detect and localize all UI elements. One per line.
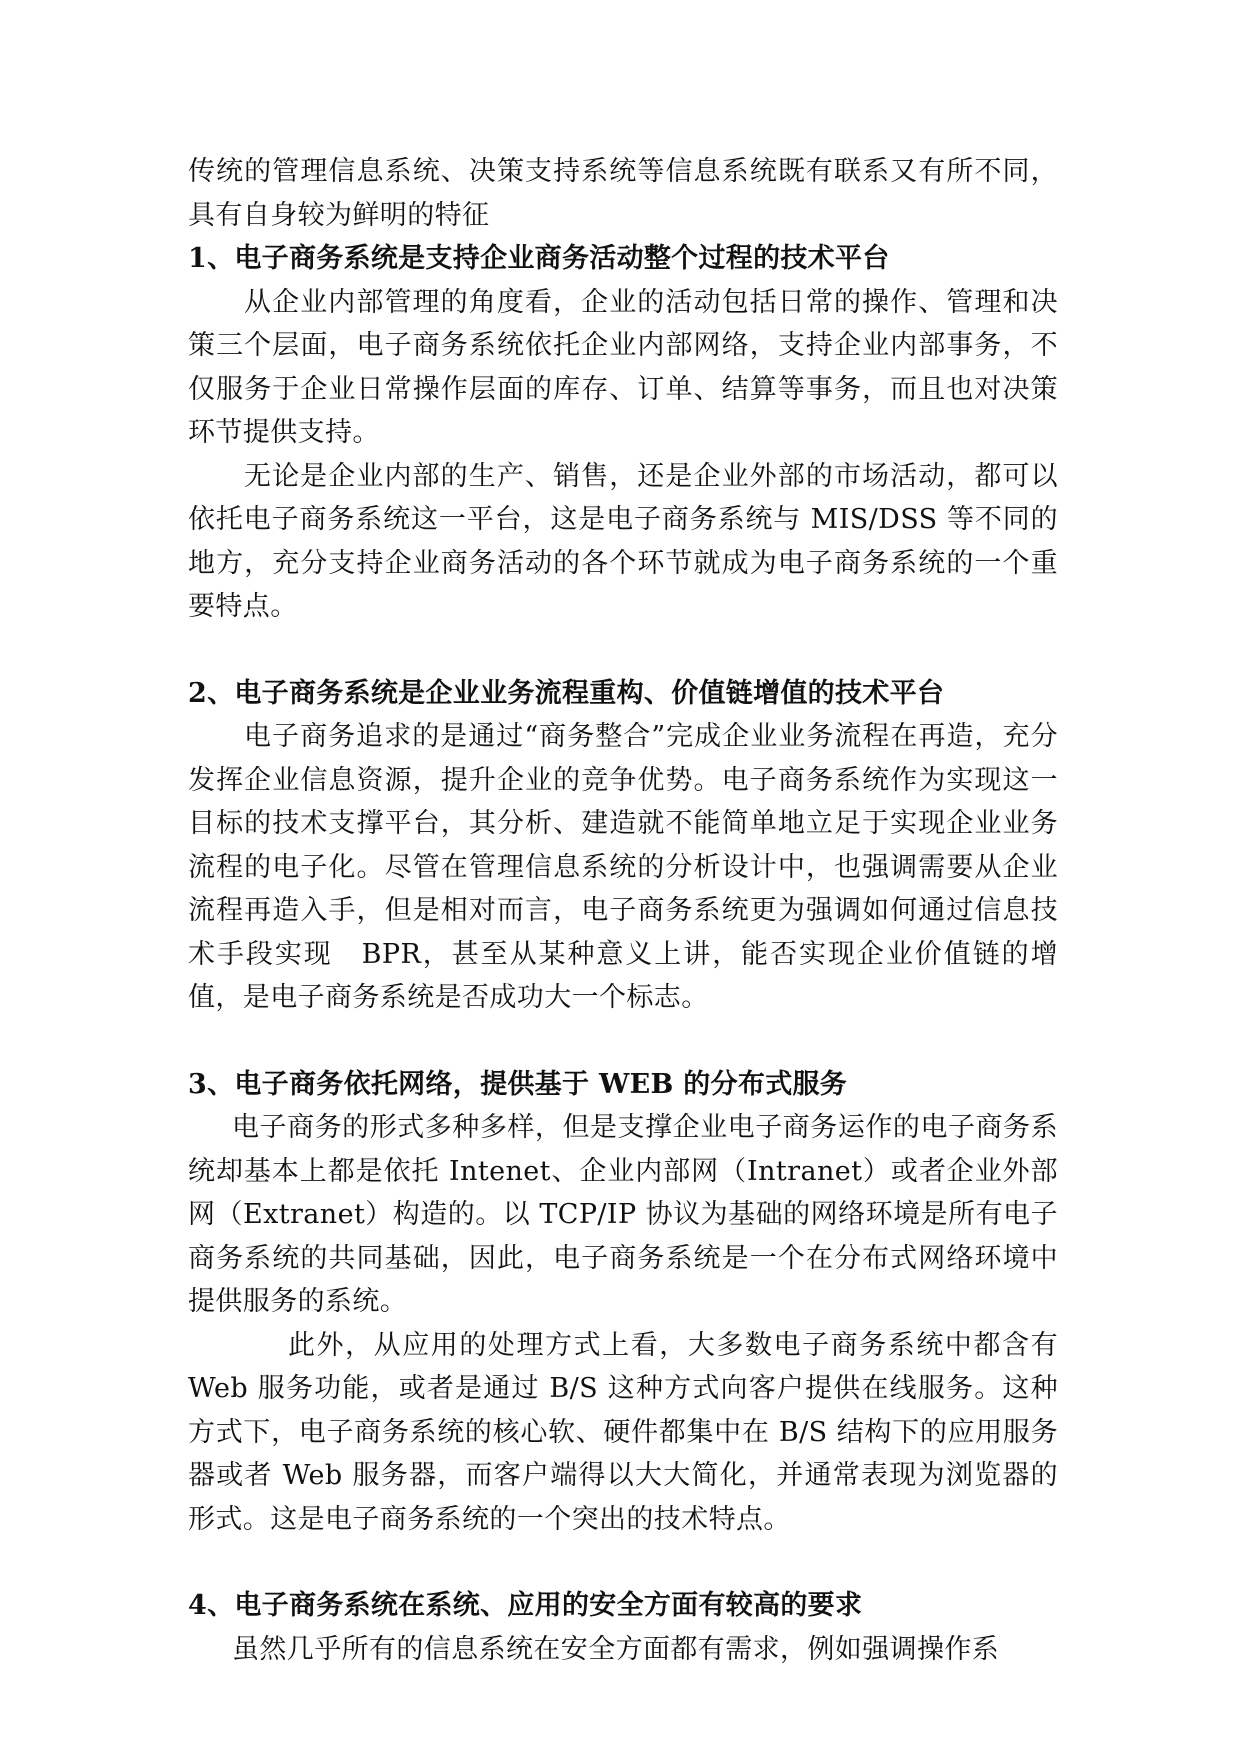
section-spacer — [188, 1020, 1058, 1063]
section-3-heading: 3、电子商务依托网络，提供基于 WEB 的分布式服务 — [188, 1068, 848, 1100]
document-body — [188, 150, 1058, 1671]
section-3-paragraph-2: 此外，从应用的处理方式上看，大多数电子商务系统中都含有 Web 服务功能，或者是通过 B/S 这种方式向客户提供在线服务。这种方式下，电子商务系统的核心软、硬件都集中在 B/S 结构下的应用服务器或者 Web 服务器，而客户端得以大大简化，并通常表现为浏览器的形式。这是电子商务系统的一个突出的技术特点。 — [188, 1329, 1058, 1535]
section-1-paragraph-1: 从企业内部管理的角度看，企业的活动包括日常的操作、管理和决策三个层面，电子商务系统依托企业内部网络，支持企业内部事务，不仅服务于企业日常操作层面的库存、订单、结算等事务，而且也对决策环节提供支持。 — [188, 286, 1058, 448]
section-spacer — [188, 1541, 1058, 1584]
section-spacer — [188, 629, 1058, 672]
section-2-heading: 2、电子商务系统是企业业务流程重构、价值链增值的技术平台 — [188, 677, 945, 709]
section-4-heading: 4、电子商务系统在系统、应用的安全方面有较高的要求 — [188, 1590, 863, 1621]
section-3-paragraph-1: 电子商务的形式多种多样，但是支撑企业电子商务运作的电子商务系统却基本上都是依托 Intenet、企业内部网（Intranet）或者企业外部网（Extranet）构造的。以 TCP/IP 协议为基础的网络环境是所有电子商务系统的共同基础，因此，电子商务系统是一个在分布式网络环境中提供服务的系统。 — [188, 1112, 1058, 1317]
section-2-paragraph-1: 电子商务追求的是通过“商务整合”完成企业业务流程在再造，充分发挥企业信息资源，提升企业的竞争优势。电子商务系统作为实现这一目标的技术支撑平台，其分析、建造就不能简单地立足于实现企业业务流程的电子化。尽管在管理信息系统的分析设计中，也强调需要从企业流程再造入手，但是相对而言，电子商务系统更为强调如何通过信息技术手段实现 BPR，甚至从某种意义上讲，能否实现企业价值链的增值，是电子商务系统是否成功大一个标志。 — [188, 721, 1058, 1013]
section-4-paragraph-1: 虽然几乎所有的信息系统在安全方面都有需求，例如强调操作系 — [232, 1633, 1000, 1665]
section-1-heading: 1、电子商务系统是支持企业商务活动整个过程的技术平台 — [188, 243, 890, 274]
intro-paragraph: 传统的管理信息系统、决策支持系统等信息系统既有联系又有所不同，具有自身较为鲜明的特征 — [188, 156, 1058, 231]
section-1-paragraph-2: 无论是企业内部的生产、销售，还是企业外部的市场活动，都可以依托电子商务系统这一平台，这是电子商务系统与 MIS/DSS 等不同的地方，充分支持企业商务活动的各个环节就成为电子商务系统的一个重要特点。 — [188, 460, 1058, 622]
